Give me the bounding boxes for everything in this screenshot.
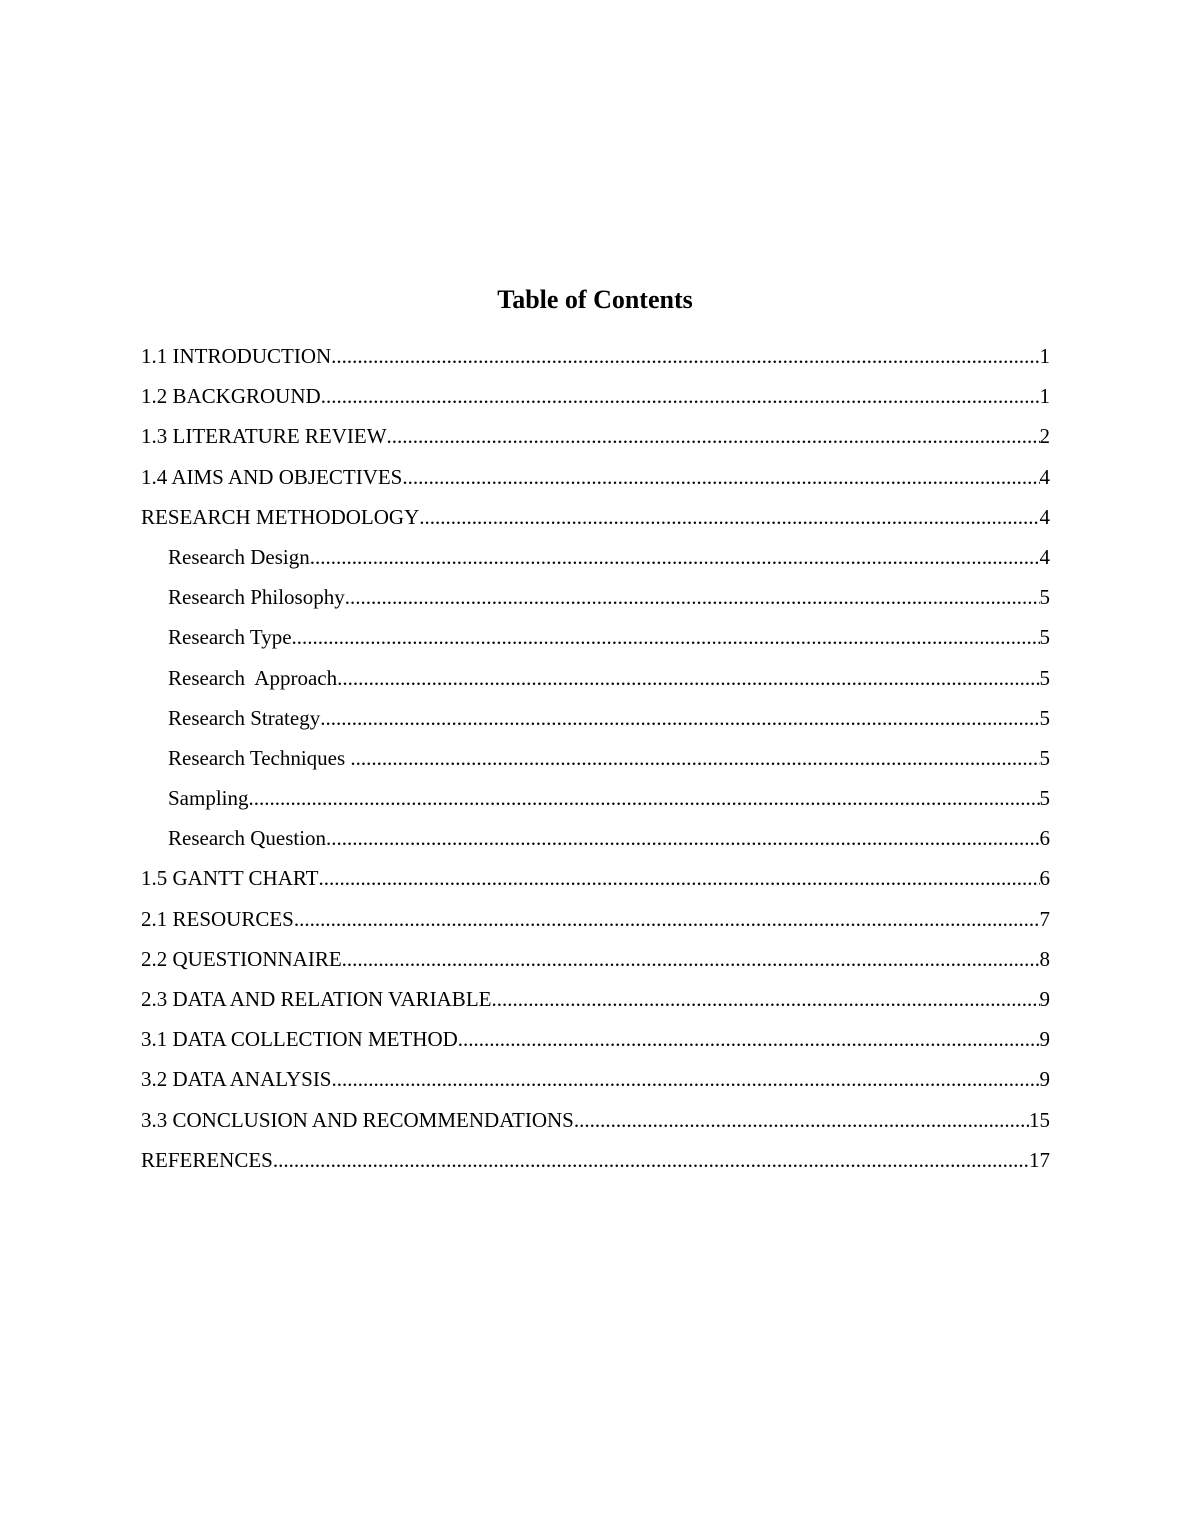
toc-entry-label: 3.3 CONCLUSION AND RECOMMENDATIONS (141, 1107, 574, 1132)
toc-entry-page-number: 15 (1029, 1107, 1050, 1132)
toc-entry-label: Research Question (168, 826, 327, 851)
toc-entry[interactable] (141, 1023, 1050, 1063)
toc-entry-page-number: 6 (1039, 866, 1050, 891)
toc-entry-page-number: 9 (1039, 1027, 1050, 1052)
toc-entry[interactable] (141, 862, 1050, 902)
toc-entry[interactable] (141, 1144, 1050, 1184)
toc-entry-label: 2.1 RESOURCES (141, 906, 294, 931)
toc-entry-label: Sampling (168, 786, 249, 811)
toc-entry-label: Research Techniques (168, 745, 351, 770)
toc-entry-label: 3.1 DATA COLLECTION METHOD (141, 1027, 458, 1052)
toc-entry[interactable] (141, 380, 1050, 420)
toc-entry-label: 1.5 GANTT CHART (141, 866, 319, 891)
toc-entry-page-number: 5 (1039, 786, 1050, 811)
dot-leader (342, 943, 1040, 975)
toc-entry-label: Research Type (168, 625, 292, 650)
toc-entry[interactable] (141, 983, 1050, 1023)
dot-leader (387, 420, 1040, 452)
toc-entry-page-number: 5 (1039, 625, 1050, 650)
toc-entry-label: Research Strategy (168, 705, 321, 730)
toc-entry[interactable] (141, 782, 1050, 822)
toc-entry-page-number: 5 (1039, 585, 1050, 610)
toc-entry[interactable] (141, 742, 1050, 782)
toc-entry-label: 1.1 INTRODUCTION (141, 344, 332, 368)
toc-entry-page-number: 4 (1039, 544, 1050, 569)
dot-leader (320, 702, 1039, 734)
toc-entry[interactable] (141, 501, 1050, 541)
toc-entry-label: REFERENCES (141, 1147, 273, 1172)
dot-leader (310, 541, 1040, 573)
toc-entry[interactable] (141, 420, 1050, 460)
toc-entry-page-number: 5 (1039, 745, 1050, 770)
toc-entry[interactable] (141, 662, 1050, 702)
toc-entry[interactable] (141, 541, 1050, 581)
toc-entry-label: Research Design (168, 544, 310, 569)
toc-entry[interactable] (141, 702, 1050, 742)
dot-leader (350, 742, 1039, 774)
toc-entry-label: 1.3 LITERATURE REVIEW (141, 424, 387, 449)
dot-leader (249, 782, 1040, 814)
dot-leader (458, 1023, 1040, 1055)
toc-entry-label: 1.4 AIMS AND OBJECTIVES (141, 464, 403, 489)
dot-leader (345, 581, 1040, 613)
dot-leader (332, 1063, 1040, 1095)
toc-entry[interactable] (141, 581, 1050, 621)
toc-entry[interactable] (141, 943, 1050, 983)
toc-entry-page-number: 9 (1039, 1067, 1050, 1092)
toc-entry[interactable] (141, 1104, 1050, 1144)
dot-leader (331, 340, 1039, 372)
toc-entry-page-number: 5 (1039, 705, 1050, 730)
dot-leader (294, 903, 1040, 935)
toc-entry-label: 3.2 DATA ANALYSIS (141, 1067, 332, 1092)
toc-entry[interactable] (141, 340, 1050, 380)
toc-entry-label: 2.2 QUESTIONNAIRE (141, 946, 342, 971)
toc-entry-page-number: 2 (1039, 424, 1050, 449)
toc-entry-page-number: 5 (1039, 665, 1050, 690)
dot-leader (273, 1144, 1029, 1176)
toc-entry-page-number: 1 (1039, 384, 1050, 409)
toc-entry-label: Research Approach (168, 665, 338, 690)
toc-entry-page-number: 4 (1039, 464, 1050, 489)
toc-entry[interactable] (141, 621, 1050, 661)
toc-title: Table of Contents (497, 285, 693, 314)
toc-entry-label: Research Philosophy (168, 585, 345, 610)
toc-entry-page-number: 4 (1039, 504, 1050, 529)
dot-leader (402, 461, 1039, 493)
toc-entry[interactable] (141, 461, 1050, 501)
dot-leader (326, 822, 1039, 854)
toc-entry-page-number: 8 (1039, 946, 1050, 971)
toc-entry-label: 2.3 DATA AND RELATION VARIABLE (141, 987, 492, 1011)
dot-leader (574, 1104, 1029, 1136)
dot-leader (337, 662, 1039, 694)
toc-entry-label: 1.2 BACKGROUND (141, 384, 321, 409)
dot-leader (318, 862, 1039, 894)
toc-entry-page-number: 1 (1039, 344, 1050, 368)
toc-entry-page-number: 9 (1039, 987, 1050, 1011)
toc-entry-label: RESEARCH METHODOLOGY (141, 504, 420, 529)
dot-leader (491, 983, 1039, 1015)
toc-entry[interactable] (141, 903, 1050, 943)
dot-leader (321, 380, 1040, 412)
toc-entry[interactable] (141, 1063, 1050, 1103)
dot-leader (292, 621, 1040, 653)
toc-list (141, 340, 1050, 1184)
toc-entry[interactable] (141, 822, 1050, 862)
toc-entry-page-number: 6 (1039, 826, 1050, 851)
dot-leader (419, 501, 1039, 533)
toc-entry-page-number: 7 (1039, 906, 1050, 931)
toc-entry-page-number: 17 (1029, 1147, 1050, 1172)
